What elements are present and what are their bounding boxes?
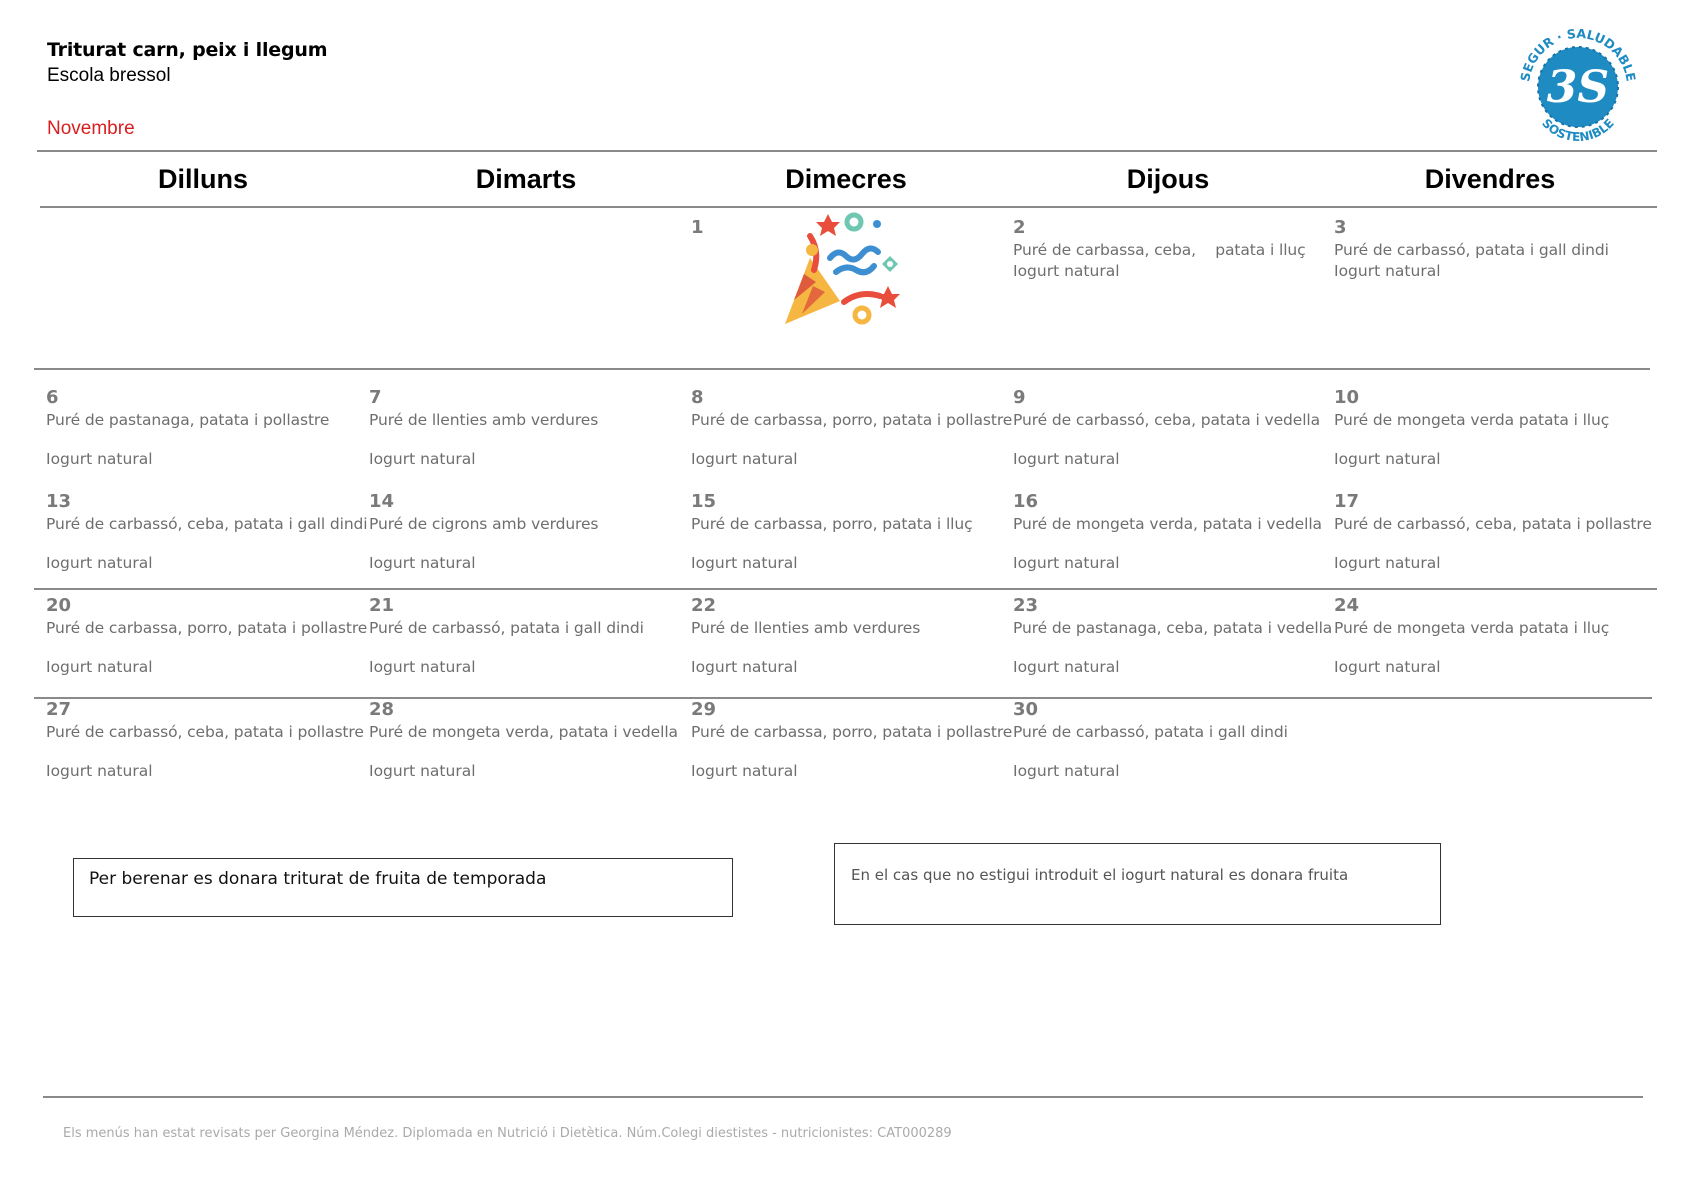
- day-cell: [1334, 387, 1644, 474]
- day-dessert: Iogurt natural: [46, 554, 153, 572]
- day-cell: [691, 595, 1001, 682]
- logo-text-bottom: SOSTENIBLE: [1539, 116, 1617, 145]
- day-dish: Puré de llenties amb verdures: [691, 619, 921, 637]
- footer-divider: [43, 1096, 1643, 1098]
- day-dessert: Iogurt natural: [1013, 658, 1120, 676]
- day-number: 6: [46, 387, 59, 408]
- day-number: 20: [46, 595, 72, 616]
- day-dessert: Iogurt natural: [1334, 554, 1441, 572]
- day-dessert: Iogurt natural: [691, 658, 798, 676]
- snack-note-text: Per berenar es donara triturat de fruita de temporada: [89, 869, 547, 889]
- day-cell: [369, 595, 679, 682]
- segur-saludable-sostenible-logo-icon: [1515, 24, 1641, 150]
- day-dish: Puré de pastanaga, ceba, patata i vedella: [1013, 619, 1333, 637]
- day-number: 9: [1013, 387, 1026, 408]
- weekday-friday: Divendres: [1424, 164, 1556, 194]
- day-dish: Puré de carbassó, ceba, patata i pollastre: [1334, 515, 1652, 533]
- day-dish: Puré de carbassó, ceba, patata i gall dindi: [46, 515, 368, 533]
- day-dessert: Iogurt natural: [369, 658, 476, 676]
- day-dessert: Iogurt natural: [691, 762, 798, 780]
- day-dessert: Iogurt natural: [1334, 450, 1441, 468]
- day-number: 27: [46, 699, 72, 720]
- day-dish: Puré de carbassó, ceba, patata i pollastre: [46, 723, 364, 741]
- week-divider-1: [34, 368, 1650, 370]
- day-cell: [46, 491, 368, 578]
- weekday-monday: Dilluns: [157, 164, 248, 194]
- day-dish: Puré de carbassa, ceba, patata i lluç: [1013, 241, 1306, 259]
- day-number-1: 1: [691, 217, 704, 238]
- day-dish: Puré de carbassó, patata i gall dindi: [1334, 241, 1609, 259]
- day-cell: [1334, 595, 1644, 682]
- day-cell: [691, 491, 1001, 578]
- day-number: 15: [691, 491, 717, 512]
- day-dish: Puré de carbassó, patata i gall dindi: [369, 619, 644, 637]
- day-number: 7: [369, 387, 382, 408]
- day-number: 23: [1013, 595, 1039, 616]
- day-cell: [1013, 217, 1323, 286]
- day-cell: [1334, 217, 1644, 286]
- day-number: 8: [691, 387, 704, 408]
- day-cell: [46, 595, 368, 682]
- day-number: 29: [691, 699, 717, 720]
- day-number: 16: [1013, 491, 1039, 512]
- day-dessert: Iogurt natural: [369, 450, 476, 468]
- day-dessert: Iogurt natural: [1013, 554, 1120, 572]
- week-divider-2: [34, 588, 1657, 590]
- day-dessert: Iogurt natural: [46, 762, 153, 780]
- header-divider: [37, 150, 1657, 152]
- day-number: 2: [1013, 217, 1026, 238]
- day-dessert: Iogurt natural: [1334, 262, 1441, 280]
- day-cell: [691, 699, 1013, 786]
- day-dish: Puré de carbassa, porro, patata i pollastre: [46, 619, 368, 637]
- yogurt-note-text: En el cas que no estigui introduit el iogurt natural es donara fruita: [851, 866, 1349, 884]
- day-dish: Puré de llenties amb verdures: [369, 411, 599, 429]
- footer-credit: Els menús han estat revisats per Georgina Méndez. Diplomada en Nutrició i Dietètica. Núm.Colegi diestistes - nutricionistes: CAT000289: [63, 1126, 952, 1141]
- day-number: 22: [691, 595, 717, 616]
- day-cell: [691, 387, 1013, 474]
- day-cell: [369, 387, 679, 474]
- day-dessert: Iogurt natural: [369, 762, 476, 780]
- party-popper-icon: [780, 206, 910, 331]
- day-cell: [1013, 387, 1323, 474]
- day-number: 17: [1334, 491, 1360, 512]
- day-cell: [1013, 491, 1323, 578]
- day-number: 30: [1013, 699, 1039, 720]
- day-dish: Puré de mongeta verda patata i lluç: [1334, 411, 1610, 429]
- day-dish: Puré de cigrons amb verdures: [369, 515, 599, 533]
- logo-mark: 3S: [1546, 62, 1610, 113]
- day-dish: Puré de carbassa, porro, patata i lluç: [691, 515, 973, 533]
- day-number: 14: [369, 491, 395, 512]
- day-number: 24: [1334, 595, 1360, 616]
- day-dessert: Iogurt natural: [1013, 450, 1120, 468]
- day-cell: [369, 491, 679, 578]
- day-dish: Puré de carbassó, patata i gall dindi: [1013, 723, 1288, 741]
- menu-title: Triturat carn, peix i llegum: [47, 39, 328, 61]
- day-dessert: Iogurt natural: [46, 658, 153, 676]
- weekday-thursday: Dijous: [1126, 164, 1210, 194]
- day-cell: [1013, 699, 1323, 786]
- day-dish: Puré de carbassa, porro, patata i pollastre: [691, 723, 1013, 741]
- logo-text-top: SEGUR · SALUDABLE: [1517, 25, 1639, 83]
- day-dessert: Iogurt natural: [691, 554, 798, 572]
- day-cell: [1013, 595, 1333, 682]
- day-number: 3: [1334, 217, 1347, 238]
- day-dish: Puré de mongeta verda patata i lluç: [1334, 619, 1610, 637]
- day-dish: Puré de mongeta verda, patata i vedella: [369, 723, 678, 741]
- day-number: 21: [369, 595, 395, 616]
- day-cell: [369, 699, 679, 786]
- day-number: 13: [46, 491, 72, 512]
- day-dessert: Iogurt natural: [369, 554, 476, 572]
- day-cell: [1334, 491, 1652, 578]
- weekday-wednesday: Dimecres: [785, 164, 907, 194]
- day-cell: [46, 699, 364, 786]
- day-dessert: Iogurt natural: [46, 450, 153, 468]
- day-number: 28: [369, 699, 395, 720]
- day-number: 10: [1334, 387, 1360, 408]
- day-dish: Puré de carbassa, porro, patata i pollastre: [691, 411, 1013, 429]
- month-label: Novembre: [47, 118, 135, 139]
- day-dessert: Iogurt natural: [691, 450, 798, 468]
- snack-note-box: [73, 858, 733, 917]
- day-dish: Puré de carbassó, ceba, patata i vedella: [1013, 411, 1321, 429]
- day-dish: Puré de mongeta verda, patata i vedella: [1013, 515, 1322, 533]
- yogurt-note-box: [834, 843, 1441, 925]
- day-dessert: Iogurt natural: [1013, 262, 1120, 280]
- day-dish: Puré de pastanaga, patata i pollastre: [46, 411, 330, 429]
- day-dessert: Iogurt natural: [1334, 658, 1441, 676]
- day-cell: [46, 387, 356, 474]
- weekday-tuesday: Dimarts: [475, 164, 577, 194]
- menu-subtitle: Escola bressol: [47, 65, 171, 86]
- day-dessert: Iogurt natural: [1013, 762, 1120, 780]
